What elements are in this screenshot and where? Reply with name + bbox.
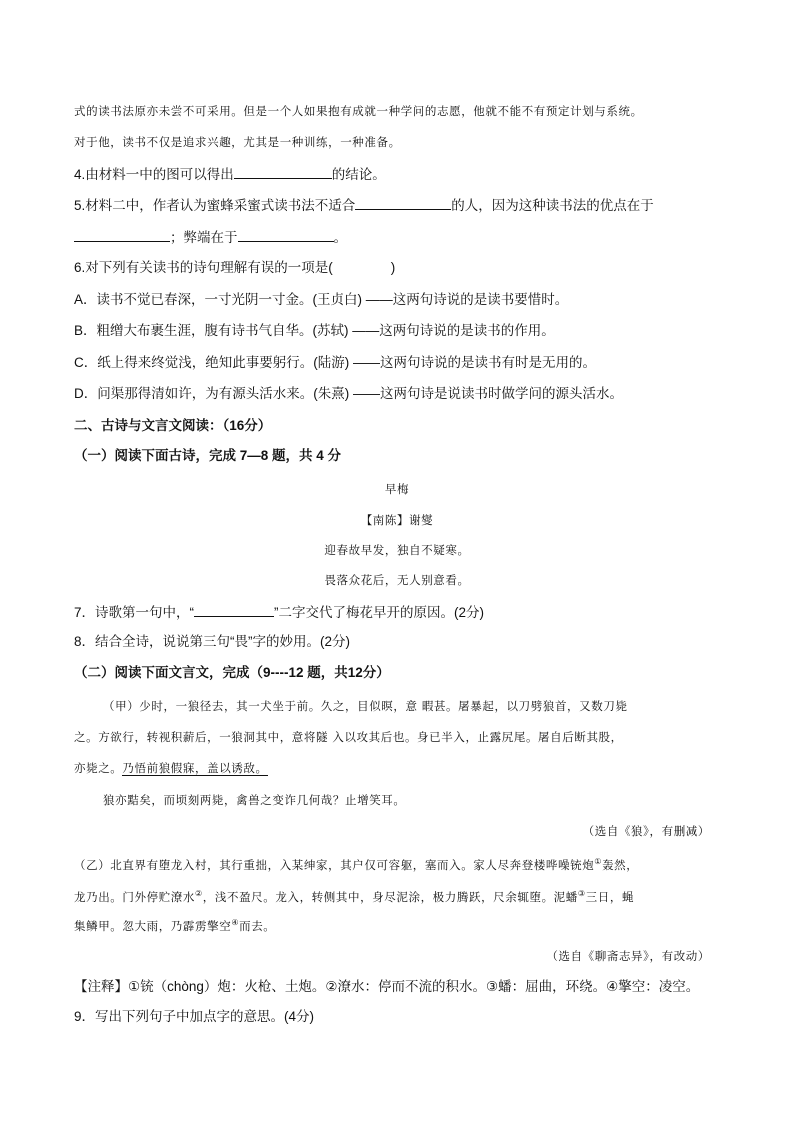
- source-note-1: （选自《狼》，有删减）: [582, 824, 710, 838]
- question-9: 9．写出下列句子中加点字的意思。(4分): [74, 1009, 315, 1024]
- poem-line-1: 迎春故早发，独自不疑寒。: [324, 543, 470, 557]
- question-4-text: 4.由材料一中的图可以得出: [74, 167, 234, 182]
- question-5-text-mid: 的人，因为这种读书法的优点在于: [451, 198, 654, 213]
- question-5-text-end: 。: [333, 230, 347, 245]
- question-5-continued: [74, 227, 347, 248]
- question-5: [74, 195, 654, 216]
- question-6-text: 6.对下列有关读书的诗句理解有误的一项是(: [74, 260, 333, 275]
- footnote-marker-2: ②: [195, 889, 203, 898]
- passage-yi-line-3: [74, 913, 275, 936]
- poem-title: 早梅: [384, 482, 410, 496]
- passage-yi-line-2-end: 三日，蝇: [585, 889, 635, 904]
- footnote-marker-1: ①: [594, 857, 603, 866]
- passage-yi-line-3-text: 集鳞甲。忽大雨，乃霹雳擎空: [74, 918, 232, 933]
- question-8: 8．结合全诗，说说第三句“畏”字的妙用。(2分): [74, 634, 350, 649]
- question-4: [74, 164, 386, 185]
- passage-yi-line-2-mid: ，浅不盈尺。龙入，转侧其中，身尽泥涂，极力腾跃，尺余辄堕。泥蟠: [202, 889, 578, 904]
- subsection-1-heading: （一）阅读下面古诗，完成 7—8 题，共 4 分: [74, 448, 342, 463]
- question-5-text: 5.材料二中，作者认为蜜蜂采蜜式读书法不适合: [74, 198, 356, 213]
- question-7-text-end: ”二字交代了梅花早开的原因。(2分): [274, 605, 485, 620]
- passage-jia-line-1: （甲）少时，一狼径去，其一犬坐于前。久之，目似暝，意 暇甚。屠暴起，以刀劈狼首，又数刀毙: [103, 699, 628, 713]
- passage-yi-line-2-text: 龙乃出。门外停贮潦水: [74, 889, 195, 904]
- passage-yi-line-1-text: （乙）北直界有堕龙入村，其行重拙，入某绅家，其户仅可容躯，塞而入。家人尽奔登楼哗噪铳炮: [74, 857, 595, 872]
- option-d: D．问渠那得清如许，为有源头活水来。(朱熹) ——这两句诗是说读书时做学问的源头活水。: [74, 386, 623, 401]
- passage-jia-line-4: 狼亦黠矣，而顷刻两毙，禽兽之变诈几何哉？止增笑耳。: [103, 793, 406, 807]
- passage-yi-line-2: [74, 884, 634, 907]
- option-c: C．纸上得来终觉浅，绝知此事要躬行。(陆游) ——这两句诗说的是读书有时是无用的。: [74, 355, 596, 370]
- question-4-text-end: 的结论。: [331, 167, 386, 182]
- passage-line-2: 对于他，读书不仅是追求兴趣，尤其是一种训练，一种准备。: [74, 135, 401, 149]
- passage-line-1: 式的读书法原亦未尝不可采用。但是一个人如果抱有成就一种学问的志愿，他就不能不有预定计划与系统。: [74, 104, 643, 118]
- question-5-text-drawback: ；弊端在于: [170, 230, 238, 245]
- answer-blank[interactable]: [238, 227, 334, 242]
- poem-line-2: 畏落众花后，无人别意看。: [324, 573, 470, 587]
- passage-yi-line-1: [74, 852, 638, 875]
- subsection-2-heading: （二）阅读下面文言文，完成（9----12 题，共12分）: [74, 665, 390, 680]
- option-b: B．粗缯大布裹生涯，腹有诗书气自华。(苏轼) ——这两句诗说的是读书的作用。: [74, 323, 555, 338]
- annotation-note: 【注释】①铳（chòng）炮：火枪、土炮。②潦水：停而不流的积水。③蟠：屈曲，环绕。④擎空：凌空。: [74, 979, 700, 994]
- underlined-sentence: 乃悟前狼假寐，盖以诱敌。: [122, 761, 268, 775]
- question-7: [74, 602, 484, 623]
- passage-jia-line-3: [74, 758, 268, 778]
- answer-blank[interactable]: [355, 195, 451, 210]
- poem-author: 【南陈】谢燮: [360, 513, 434, 527]
- passage-jia-line-2: 之。方欲行，转视积薪后，一狼洞其中，意将隧 入以攻其后也。身已半入，止露尻尾。屠自后断其股，: [74, 730, 623, 744]
- footnote-marker-3: ③: [577, 889, 586, 898]
- question-7-text: 7．诗歌第一句中，“: [74, 605, 195, 620]
- option-a: A．读书不觉已春深，一寸光阴一寸金。(王贞白) ——这两句诗说的是读书要惜时。: [74, 292, 569, 307]
- answer-blank[interactable]: [234, 164, 332, 179]
- passage-yi-line-3-end: 而去。: [239, 918, 276, 933]
- answer-blank[interactable]: [194, 602, 274, 617]
- section-2-heading: 二、古诗与文言文阅读：（16分）: [74, 418, 272, 433]
- passage-jia-line-3-start: 亦毙之。: [74, 761, 123, 775]
- question-6: [74, 258, 395, 278]
- footnote-marker-4: ④: [231, 918, 240, 927]
- passage-yi-line-1-end: 轰然，: [602, 857, 639, 872]
- source-note-2: （选自《聊斋志异》，有改动）: [546, 949, 710, 963]
- answer-blank[interactable]: [74, 227, 170, 242]
- question-6-paren: ): [390, 260, 396, 275]
